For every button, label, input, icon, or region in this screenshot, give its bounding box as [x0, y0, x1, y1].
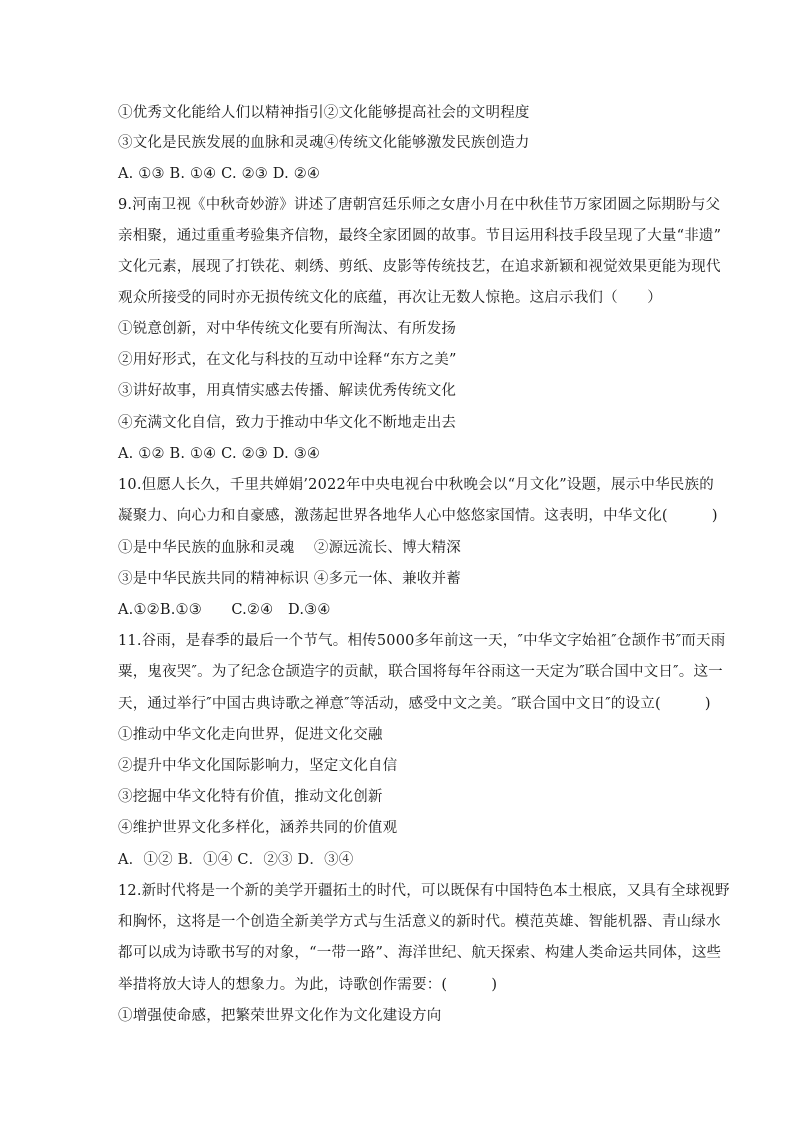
q11-option-1: ①推动中华文化走向世界，促进文化交融	[118, 727, 383, 743]
q9-stem-line-3: 文化元素，展现了打铁花、刺绣、剪纸、皮影等传统技艺，在追求新颖和视觉效果更能为现代	[118, 259, 721, 275]
q11-stem-line-1: 11.谷雨，是春季的最后一个节气。相传5000多年前这一天，″中华文字始祖″仓颉作书″而天雨	[118, 633, 726, 649]
q10-stem-line-1: 10.但愿人长久，千里共婵娟’2022年中央电视台中秋晚会以“月文化”设题，展示中华民族的	[118, 477, 714, 493]
q9-answer-choices: A. ①② B. ①④ C. ②③ D. ③④	[118, 446, 321, 462]
q9-option-1: ①锐意创新，对中华传统文化要有所淘汰、有所发扬	[118, 321, 457, 337]
q12-stem-line-3: 都可以成为诗歌书写的对象，“一带一路”、海洋世纪、航天探索、构建人类命运共同体，这些	[118, 945, 722, 961]
q9-stem-line-2: 亲相聚，通过重重考验集齐信物，最终全家团圆的故事。节目运用科技手段呈现了大量“非遗”	[118, 228, 722, 244]
q9-option-4: ④充满文化自信，致力于推动中华文化不断地走出去	[118, 415, 457, 431]
q11-stem-line-2: 粟，鬼夜哭″。为了纪念仓颉造字的贡献，联合国将每年谷雨这一天定为″联合国中文日″。这一	[118, 664, 723, 680]
q10-answer-choices: A.①②B.①③ C.②④ D.③④	[118, 602, 331, 618]
q9-option-3: ③讲好故事，用真情实感去传播、解读优秀传统文化	[118, 383, 457, 399]
q11-stem-line-3: 天，通过举行″中国古典诗歌之禅意″等活动，感受中文之美。″联合国中文日″的设立( )	[118, 696, 711, 712]
q11-option-4: ④维护世界文化多样化，涵养共同的价值观	[118, 820, 398, 836]
q10-option-line-1: ①是中华民族的血脉和灵魂 ②源远流长、博大精深	[118, 540, 461, 556]
q12-option-1: ①增强使命感，把繁荣世界文化作为文化建设方向	[118, 1008, 442, 1024]
q11-option-2: ②提升中华文化国际影响力，坚定文化自信	[118, 758, 398, 774]
q12-stem-line-4: 举措将放大诗人的想象力。为此，诗歌创作需要：( )	[118, 977, 498, 993]
q8-answer-choices: A. ①③ B. ①④ C. ②③ D. ②④	[118, 166, 321, 182]
q9-stem-line-4: 观众所接受的同时亦无损传统文化的底蕴，再次让无数人惊艳。这启示我们（ ）	[118, 290, 662, 306]
q8-option-line-1: ①优秀文化能给人们以精神指引②文化能够提高社会的文明程度	[118, 105, 530, 121]
q11-option-3: ③挖掘中华文化特有价值，推动文化创新	[118, 789, 383, 805]
q11-answer-choices: A．①② B．①④ C．②③ D．③④	[118, 852, 354, 868]
q12-stem-line-2: 和胸怀，这将是一个创造全新美学方式与生活意义的新时代。模范英雄、智能机器、青山绿水	[118, 914, 721, 930]
q10-option-line-2: ③是中华民族共同的精神标识 ④多元一体、兼收并蓄	[118, 571, 461, 587]
q12-stem-line-1: 12.新时代将是一个新的美学开疆拓土的时代，可以既保有中国特色本土根底，又具有全球视野	[118, 883, 730, 899]
q8-option-line-2: ③文化是民族发展的血脉和灵魂④传统文化能够激发民族创造力	[118, 135, 530, 151]
q10-stem-line-2: 凝聚力、向心力和自豪感，激荡起世界各地华人心中悠悠家国情。这表明，中华文化( )	[118, 508, 718, 524]
q9-stem-line-1: 9.河南卫视《中秋奇妙游》讲述了唐朝宫廷乐师之女唐小月在中秋佳节万家团圆之际期盼与父	[118, 197, 721, 213]
q9-option-2: ②用好形式，在文化与科技的互动中诠释“东方之美”	[118, 352, 457, 368]
